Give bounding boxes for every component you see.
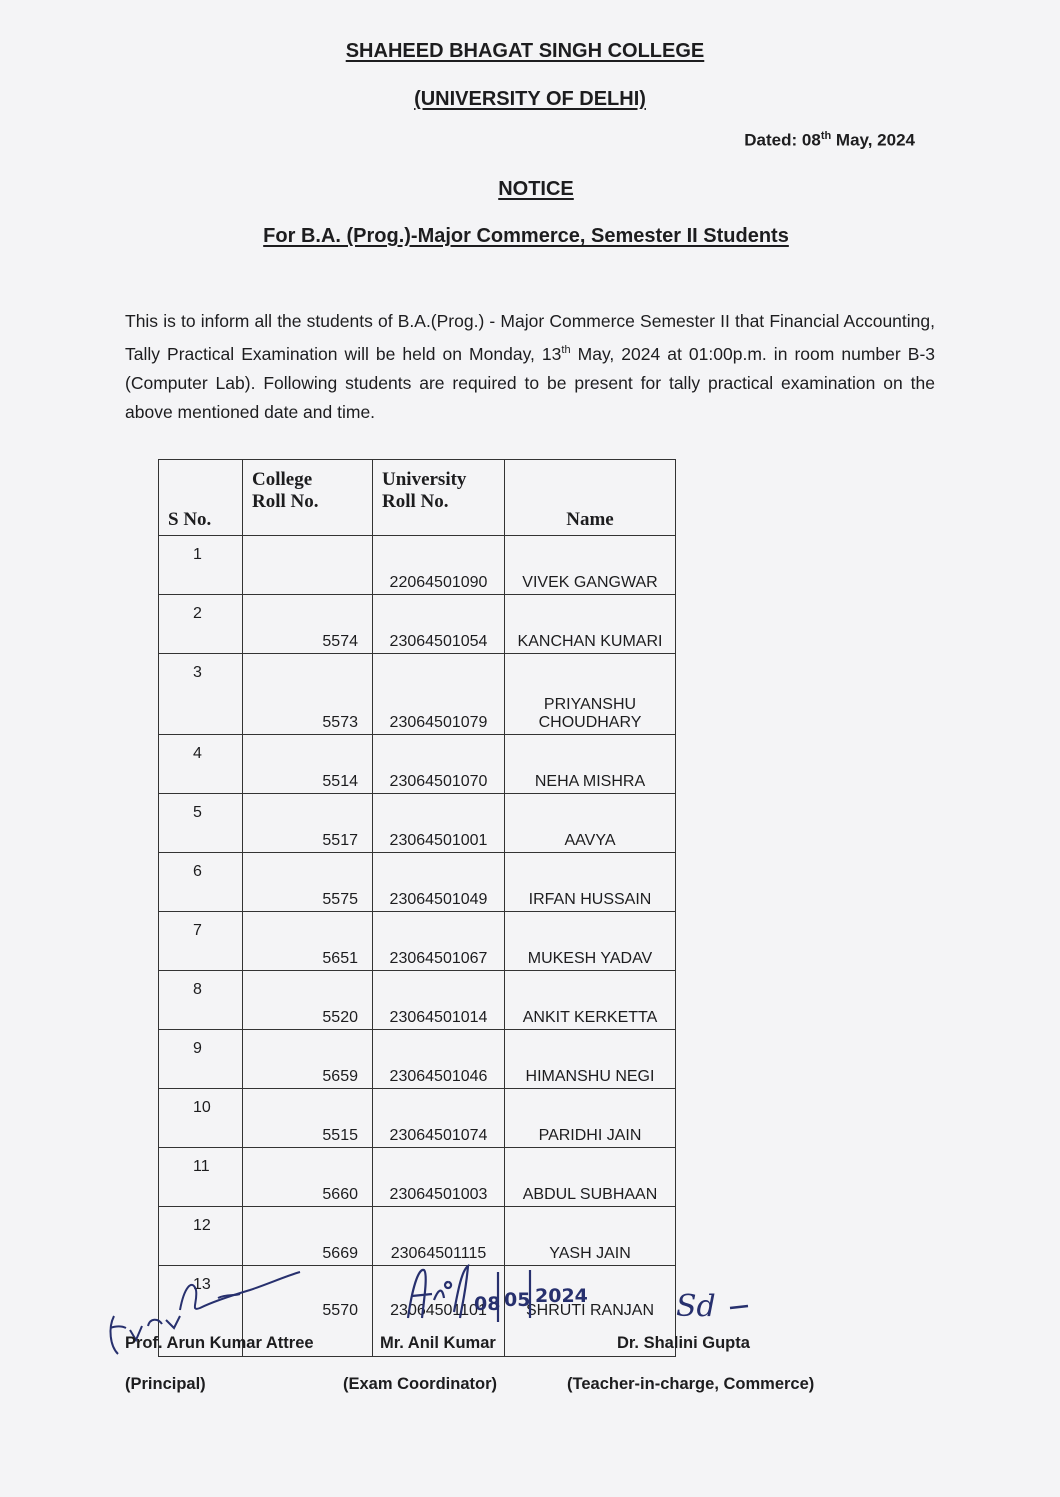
- cell-name-line2: CHOUDHARY: [538, 714, 642, 731]
- signatory-name-teacher-in-charge: Dr. Shalini Gupta: [617, 1334, 750, 1352]
- students-table: [158, 459, 676, 1357]
- signatory-role-principal: (Principal): [125, 1375, 206, 1393]
- signatory-role-teacher-in-charge: (Teacher-in-charge, Commerce): [567, 1375, 815, 1393]
- body-sup: th: [561, 344, 571, 356]
- cell-sno: 7: [159, 912, 243, 971]
- cell-univ-roll: 23064501014: [373, 971, 505, 1030]
- cell-univ-roll: 23064501046: [373, 1030, 505, 1089]
- cell-univ-roll: 23064501003: [373, 1148, 505, 1207]
- cell-college-roll: 5515: [243, 1089, 373, 1148]
- header-univ-roll-line1: University: [382, 469, 467, 490]
- signatory-name-principal: Prof. Arun Kumar Attree: [125, 1334, 314, 1352]
- signatory-name-exam-coordinator: Mr. Anil Kumar: [380, 1334, 496, 1352]
- exam-coordinator-signature: [398, 1260, 598, 1332]
- table-header-row: [159, 460, 676, 536]
- cell-name: [505, 654, 676, 735]
- body-part-a: This is to inform all the students of B.A.(Prog.) - Major Commerce Semester II that Financial Accounting, Tally Practical Examination will be held on Monday, 13: [125, 311, 935, 364]
- table-row: [159, 1030, 676, 1089]
- header-college-roll: [243, 460, 373, 536]
- teacher-in-charge-mark: [672, 1280, 772, 1330]
- header-college-roll-line1: College: [252, 469, 313, 490]
- table-row: [159, 654, 676, 735]
- table-row: [159, 853, 676, 912]
- cell-college-roll: 5669: [243, 1207, 373, 1266]
- table-row: [159, 536, 676, 595]
- cell-univ-roll: 23064501101: [373, 1266, 505, 1357]
- cell-college-roll: 5575: [243, 853, 373, 912]
- cell-univ-roll: 22064501090: [373, 536, 505, 595]
- cell-sno: 3: [159, 654, 243, 735]
- college-name: SHAHEED BHAGAT SINGH COLLEGE: [345, 40, 705, 62]
- cell-name: HIMANSHU NEGI: [505, 1030, 676, 1089]
- notice-title: NOTICE: [498, 178, 574, 200]
- cell-college-roll: 5651: [243, 912, 373, 971]
- cell-name: MUKESH YADAV: [505, 912, 676, 971]
- cell-college-roll: 5660: [243, 1148, 373, 1207]
- cell-name: PARIDHI JAIN: [505, 1089, 676, 1148]
- cell-name: SHRUTI RANJAN: [505, 1266, 676, 1357]
- cell-college-roll: 5520: [243, 971, 373, 1030]
- cell-sno: 13: [159, 1266, 243, 1357]
- cell-univ-roll: 23064501001: [373, 794, 505, 853]
- dated-prefix: Dated: 08: [744, 130, 821, 150]
- svg-text:Sd: Sd: [676, 1289, 716, 1324]
- cell-college-roll: 5659: [243, 1030, 373, 1089]
- signatory-role-exam-coordinator: (Exam Coordinator): [343, 1375, 498, 1393]
- header-name: Name: [505, 460, 676, 536]
- cell-univ-roll: 23064501115: [373, 1207, 505, 1266]
- notice-date: [744, 130, 915, 151]
- svg-text:05: 05: [504, 1289, 531, 1311]
- header-sno: S No.: [159, 460, 243, 536]
- cell-sno: 6: [159, 853, 243, 912]
- cell-sno: 10: [159, 1089, 243, 1148]
- cell-name: ABDUL SUBHAAN: [505, 1148, 676, 1207]
- table-row: [159, 1207, 676, 1266]
- cell-sno: 1: [159, 536, 243, 595]
- cell-sno: 2: [159, 595, 243, 654]
- cell-univ-roll: 23064501074: [373, 1089, 505, 1148]
- table-row: [159, 1148, 676, 1207]
- table-row: [159, 912, 676, 971]
- cell-univ-roll: 23064501070: [373, 735, 505, 794]
- header-univ-roll-line2: Roll No.: [382, 491, 449, 512]
- notice-body: [125, 307, 935, 427]
- svg-text:2024: 2024: [535, 1285, 588, 1307]
- cell-sno: 8: [159, 971, 243, 1030]
- cell-sno: 9: [159, 1030, 243, 1089]
- cell-college-roll: 5573: [243, 654, 373, 735]
- table-row: [159, 735, 676, 794]
- cell-univ-roll: 23064501067: [373, 912, 505, 971]
- cell-sno: 11: [159, 1148, 243, 1207]
- body-part-b: May, 2024 at 01:00p.m. in room number B-3 (Computer Lab). Following students are required to be present for tally practical examination on the above mentioned date and time.: [125, 343, 936, 422]
- header-college-roll-line2: Roll No.: [252, 491, 319, 512]
- cell-name: VIVEK GANGWAR: [505, 536, 676, 595]
- cell-name: KANCHAN KUMARI: [505, 595, 676, 654]
- cell-sno: 4: [159, 735, 243, 794]
- dated-suffix: May, 2024: [831, 130, 915, 150]
- cell-name-line1: PRIYANSHU: [543, 696, 637, 713]
- table-row: [159, 1089, 676, 1148]
- svg-text:08: 08: [474, 1293, 501, 1315]
- cell-name: IRFAN HUSSAIN: [505, 853, 676, 912]
- dated-suffix-sup: th: [820, 130, 832, 142]
- cell-college-roll: [243, 536, 373, 595]
- university-name: (UNIVERSITY OF DELHI): [414, 88, 646, 110]
- table-row: [159, 595, 676, 654]
- cell-college-roll: 5574: [243, 595, 373, 654]
- cell-college-roll: 5517: [243, 794, 373, 853]
- cell-univ-roll: 23064501054: [373, 595, 505, 654]
- cell-name: NEHA MISHRA: [505, 735, 676, 794]
- cell-college-roll: 5570: [243, 1266, 373, 1357]
- cell-college-roll: 5514: [243, 735, 373, 794]
- cell-sno: 5: [159, 794, 243, 853]
- notice-subtitle: For B.A. (Prog.)-Major Commerce, Semester II Students: [263, 225, 789, 247]
- cell-name: YASH JAIN: [505, 1207, 676, 1266]
- cell-sno: 12: [159, 1207, 243, 1266]
- cell-name: AAVYA: [505, 794, 676, 853]
- table-row: [159, 794, 676, 853]
- table-row: [159, 971, 676, 1030]
- cell-name: ANKIT KERKETTA: [505, 971, 676, 1030]
- header-univ-roll: [373, 460, 505, 536]
- cell-univ-roll: 23064501049: [373, 853, 505, 912]
- cell-univ-roll: 23064501079: [373, 654, 505, 735]
